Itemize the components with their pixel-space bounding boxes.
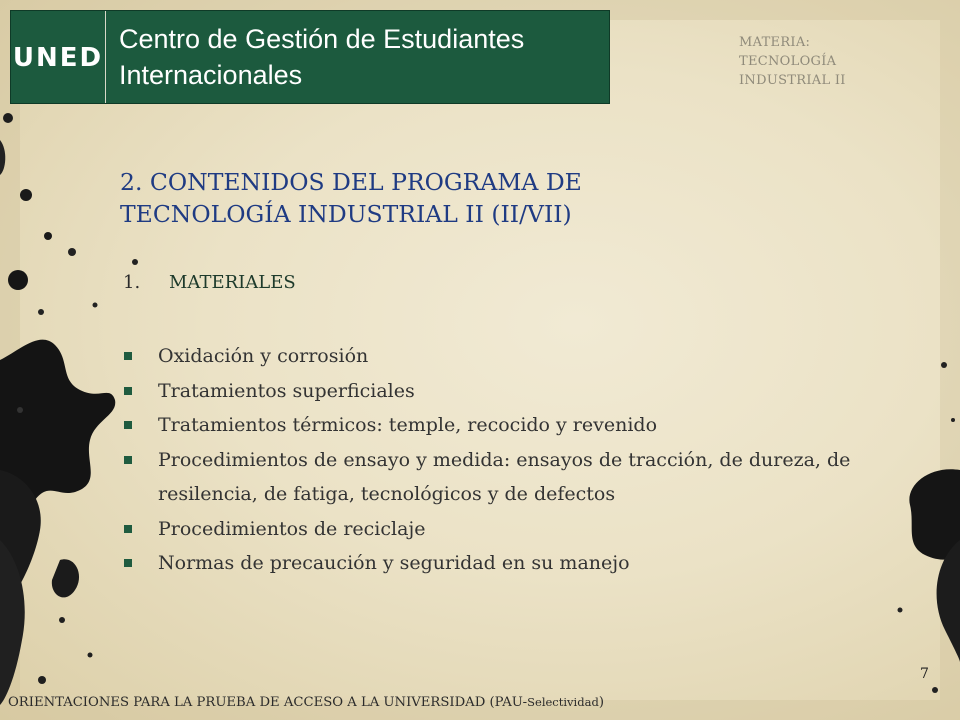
square-bullet-icon [124,559,132,567]
square-bullet-icon [124,387,132,395]
list-item [120,546,910,581]
section-label: MATERIALES [169,272,296,293]
slide-title-line-2: TECNOLOGÍA INDUSTRIAL II (II/VII) [120,200,572,228]
list-item [120,512,910,547]
uned-logo [11,11,106,103]
section-heading [123,272,296,293]
list-item [120,339,910,374]
header-title [119,21,599,93]
list-item-text: Oxidación y corrosión [158,345,369,367]
list-item-text: Procedimientos de ensayo y medida: ensayos de tracción, de dureza, de resilencia, de fatiga, tecnológicos y de defectos [158,448,851,505]
list-item-text: Tratamientos térmicos: temple, recocido y revenido [158,414,658,436]
svg-text:UNED: UNED [12,43,104,73]
list-item-text: Procedimientos de reciclaje [158,517,426,540]
institution-header [10,10,610,104]
header-title-line-2: Internacionales [119,60,303,90]
subject-label-line-3: INDUSTRIAL II [739,73,846,88]
topic-list [120,339,910,581]
list-item [120,408,910,443]
header-title-line-1: Centro de Gestión de Estudiantes [119,24,525,54]
list-item [120,443,910,512]
square-bullet-icon [124,421,132,429]
uned-logo-mark [12,43,104,73]
footer-small: Selectividad [527,695,599,709]
subject-label [739,33,939,90]
subject-label-line-2: TECNOLOGÍA [739,54,837,69]
list-item-text: Tratamientos superficiales [158,379,415,402]
square-bullet-icon [124,456,132,464]
footer-text [8,695,604,710]
square-bullet-icon [124,525,132,533]
page-number: 7 [920,666,929,682]
list-item-text: Normas de precaución y seguridad en su manejo [158,552,630,574]
list-item [120,374,910,409]
slide-title [120,166,760,230]
subject-label-line-1: MATERIA: [739,35,811,50]
footer-close: ) [598,695,604,710]
section-number: 1. [123,272,141,293]
square-bullet-icon [124,352,132,360]
footer-main: ORIENTACIONES PARA LA PRUEBA DE ACCESO A LA UNIVERSIDAD (PAU- [8,695,528,710]
slide-title-line-1: 2. CONTENIDOS DEL PROGRAMA DE [120,168,582,196]
